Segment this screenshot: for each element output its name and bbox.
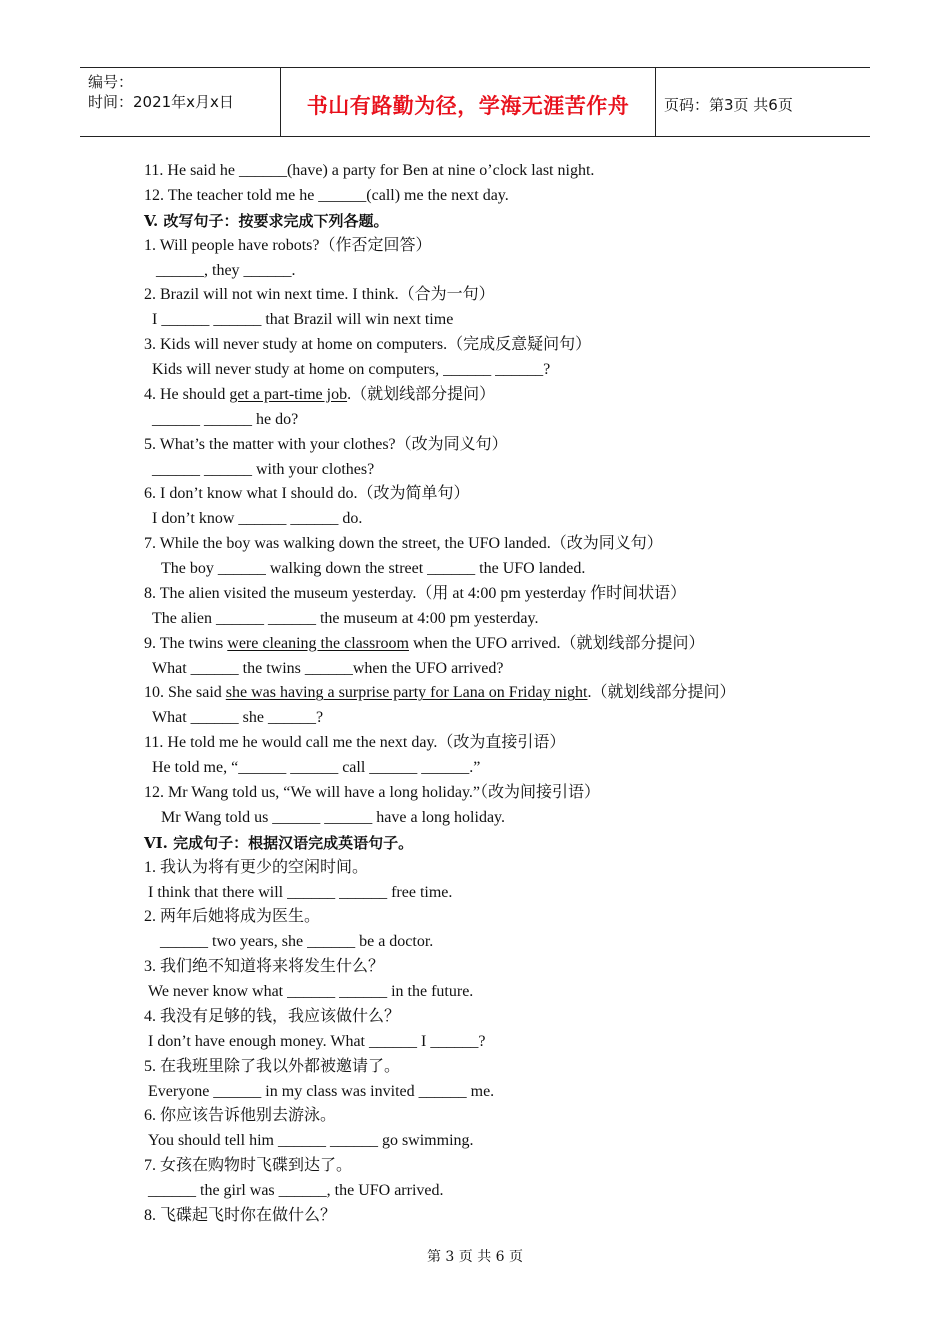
worksheet-line: I don’t have enough money. What ______ I ______? [148, 1032, 486, 1050]
worksheet-line: 4. 我没有足够的钱，我应该做什么？ [144, 1007, 401, 1025]
worksheet-line: ______ ______ with your clothes? [152, 460, 375, 478]
worksheet-line: Kids will never study at home on computers, ______ ______? [152, 361, 551, 379]
worksheet-line: The alien ______ ______ the museum at 4:00 pm yesterday. [152, 609, 539, 627]
worksheet-line: He told me, “______ ______ call ______ ______.” [152, 759, 481, 777]
worksheet-line: 2. Brazil will not win next time. I think.（合为一句） [144, 286, 495, 304]
worksheet-line: 12. Mr Wang told us, “We will have a long holiday.”（改为间接引语） [144, 784, 601, 801]
worksheet-line: Mr Wang told us ______ ______ have a long holiday. [161, 808, 506, 826]
worksheet-line: 6. I don’t know what I should do.（改为简单句） [144, 485, 470, 503]
worksheet-line: ______, they ______. [152, 261, 296, 279]
worksheet-line: 5. What’s the matter with your clothes?（改为同义句） [144, 435, 508, 453]
worksheet-line: 6. 你应该告诉他别去游泳。 [144, 1107, 337, 1125]
worksheet-line: 7. 女孩在购物时飞碟到达了。 [144, 1157, 353, 1175]
worksheet-line: What ______ she ______? [152, 709, 324, 727]
worksheet-line: 11. He said he ______(have) a party for Ben at nine o’clock last night. [144, 162, 595, 179]
underlined-phrase: were cleaning the classroom [227, 634, 409, 652]
section-heading: VI. 完成句子：根据汉语完成英语句子。 [144, 833, 414, 852]
header-page-cell [656, 68, 870, 136]
motto: 书山有路勤为径，学海无涯苦作舟 [306, 94, 630, 118]
number-label: 编号： [88, 73, 134, 91]
worksheet-line: 9. The twins were cleaning the classroom when the UFO arrived.（就划线部分提问） [144, 634, 705, 652]
worksheet-line: What ______ the twins ______when the UFO arrived? [152, 659, 504, 677]
worksheet-line: ______ two years, she ______ be a doctor. [160, 933, 434, 951]
underlined-phrase: get a part-time job [229, 385, 348, 403]
worksheet-line: 4. He should get a part-time job.（就划线部分提问） [144, 385, 496, 403]
worksheet-line: The boy ______ walking down the street ______ the UFO landed. [161, 560, 586, 578]
page-header [80, 67, 870, 137]
worksheet-line: We never know what ______ ______ in the future. [148, 983, 474, 1001]
worksheet-line: I ______ ______ that Brazil will win next time [152, 311, 454, 329]
worksheet-line: 7. While the boy was walking down the street, the UFO landed.（改为同义句） [144, 535, 663, 553]
worksheet-line: 1. 我认为将有更少的空闲时间。 [144, 858, 369, 876]
worksheet-line: 8. The alien visited the museum yesterday.（用 at 4:00 pm yesterday 作时间状语） [144, 584, 687, 602]
section-heading: V. 改写句子：按要求完成下列各题。 [144, 211, 389, 230]
underlined-phrase: she was having a surprise party for Lana on Friday night [225, 684, 588, 702]
worksheet-line: 10. She said she was having a surprise party for Lana on Friday night.（就划线部分提问） [144, 684, 736, 702]
worksheet-line: 11. He told me he would call me the next day.（改为直接引语） [144, 734, 566, 752]
worksheet-line: 3. Kids will never study at home on computers.（完成反意疑问句） [144, 336, 592, 354]
page-label: 页码：第3页 共6页 [664, 96, 793, 114]
worksheet-line: Everyone ______ in my class was invited ______ me. [148, 1082, 495, 1100]
worksheet-line: 2. 两年后她将成为医生。 [144, 908, 321, 926]
header-motto-cell [280, 68, 656, 136]
worksheet-line: I don’t know ______ ______ do. [152, 510, 363, 528]
worksheet-line: ______ the girl was ______, the UFO arrived. [148, 1182, 444, 1200]
worksheet-line: 8. 飞碟起飞时你在做什么？ [144, 1206, 337, 1224]
page-footer: 第 3 页 共 6 页 [426, 1249, 524, 1265]
header-meta-cell [80, 68, 280, 136]
worksheet-line: 1. Will people have robots?（作否定回答） [144, 236, 432, 254]
worksheet-line: 3. 我们绝不知道将来将发生什么？ [144, 958, 385, 976]
worksheet-line: ______ ______ he do? [152, 410, 299, 428]
worksheet-line: You should tell him ______ ______ go swimming. [148, 1132, 474, 1150]
worksheet-line: 12. The teacher told me he ______(call) me the next day. [144, 186, 509, 204]
date-label: 时间：2021年x月x日 [88, 93, 234, 111]
worksheet-line: 5. 在我班里除了我以外都被邀请了。 [144, 1057, 401, 1075]
worksheet-line: I think that there will ______ ______ free time. [148, 883, 453, 901]
